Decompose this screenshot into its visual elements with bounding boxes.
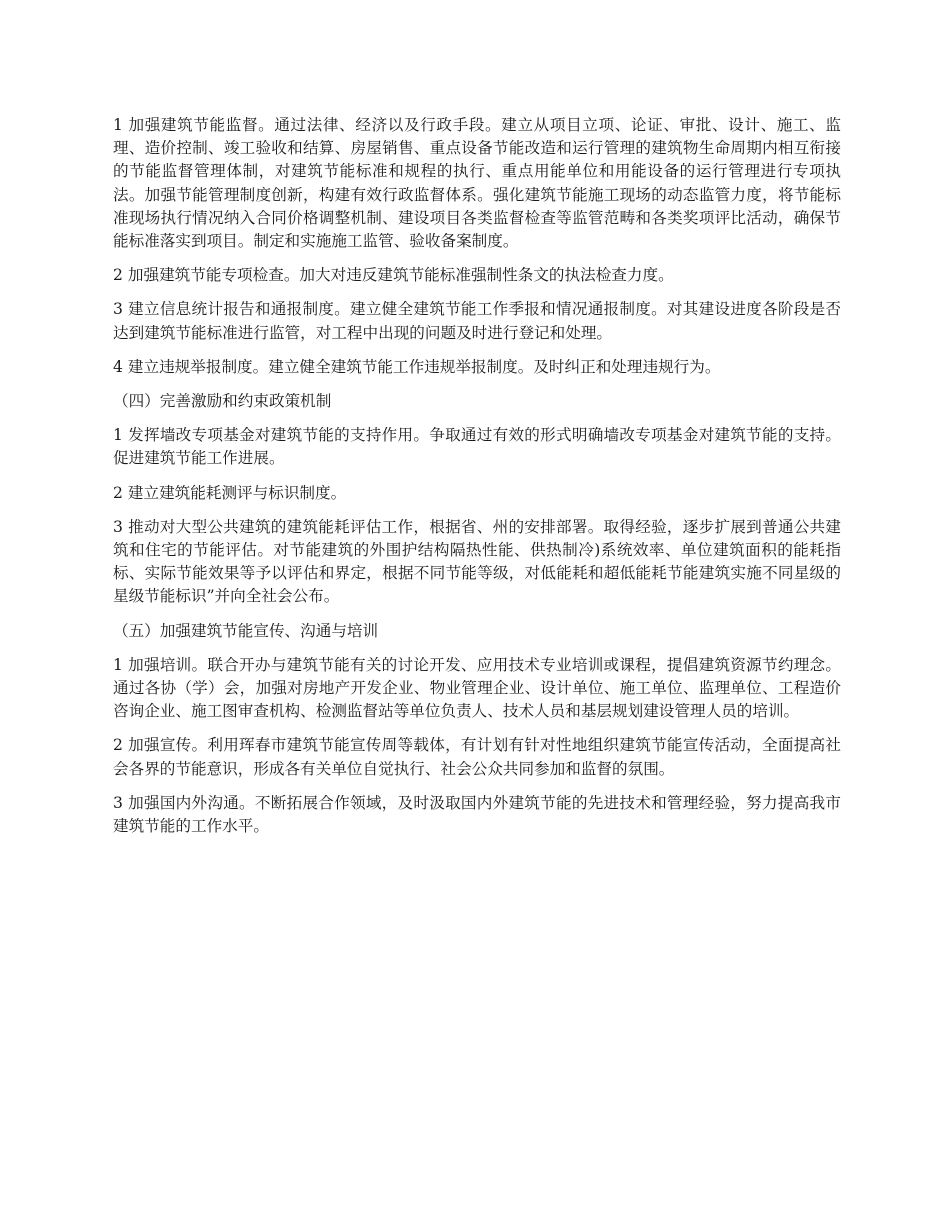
paragraph-publicity: 2 加强宣传。利用珲春市建筑节能宣传周等载体，有计划有针对性地组织建筑节能宣传活动，全面提高社会各界的节能意识，形成各有关单位自觉执行、社会公众共同参加和监督的氛围。 [113,736,841,778]
paragraph-statistics-report: 3 建立信息统计报告和通报制度。建立健全建筑节能工作季报和情况通报制度。对其建设进度各阶段是否达到建筑节能标准进行监管，对工程中出现的问题及时进行登记和处理。 [113,300,841,342]
section-heading-incentives: （四）完善激励和约束政策机制 [113,392,332,411]
paragraph-communication: 3 加强国内外沟通。不断拓展合作领域，及时汲取国内外建筑节能的先进技术和管理经验，努力提高我市建筑节能的工作水平。 [113,793,841,836]
section-heading-publicity: （五）加强建筑节能宣传、沟通与培训 [113,621,379,640]
paragraph-special-fund: 1 发挥墙改专项基金对建筑节能的支持作用。争取通过有效的形式明确墙改专项基金对建筑节能的支持。促进建筑节能工作进展。 [113,426,841,468]
document-body [113,114,841,849]
paragraph-energy-labeling: 2 建立建筑能耗测评与标识制度。 [113,483,347,502]
paragraph-energy-assessment: 3 推动对大型公共建筑的建筑能耗评估工作，根据省、州的安排部署。取得经验，逐步扩展到普通公共建筑和住宅的节能评估。对节能建筑的外围护结构隔热性能、供热制冷)系统效率、单位建筑面积的能耗指标、实际节能效果等予以评估和界定，根据不同节能等级，对低能耗和超低能耗节能建筑实施不同星级的星级节能标识”并向全社会公布。 [113,517,841,606]
paragraph-supervision: 1 加强建筑节能监督。通过法律、经济以及行政手段。建立从项目立项、论证、审批、设计、施工、监理、造价控制、竣工验收和结算、房屋销售、重点设备节能改造和运行管理的建筑物生命周期内相互衔接的节能监督管理体制，对建筑节能标准和规程的执行、重点用能单位和用能设备的运行管理进行专项执法。加强节能管理制度创新，构建有效行政监督体系。强化建筑节能施工现场的动态监管力度，将节能标准现场执行情况纳入合同价格调整机制、建设项目各类监督检查等监管范畴和各类奖项评比活动，确保节能标准落实到项目。制定和实施施工监管、验收备案制度。 [113,116,841,251]
paragraph-violation-report: 4 建立违规举报制度。建立健全建筑节能工作违规举报制度。及时纠正和处理违规行为。 [113,357,721,376]
paragraph-training: 1 加强培训。联合开办与建筑节能有关的讨论开发、应用技术专业培训或课程，提倡建筑资源节约理念。通过各协（学）会，加强对房地产开发企业、物业管理企业、设计单位、施工单位、监理单位、工程造价咨询企业、施工图审查机构、检测监督站等单位负责人、技术人员和基层规划建设管理人员的培训。 [113,655,841,721]
paragraph-special-inspection: 2 加强建筑节能专项检查。加大对违反建筑节能标准强制性条文的执法检查力度。 [113,266,674,285]
